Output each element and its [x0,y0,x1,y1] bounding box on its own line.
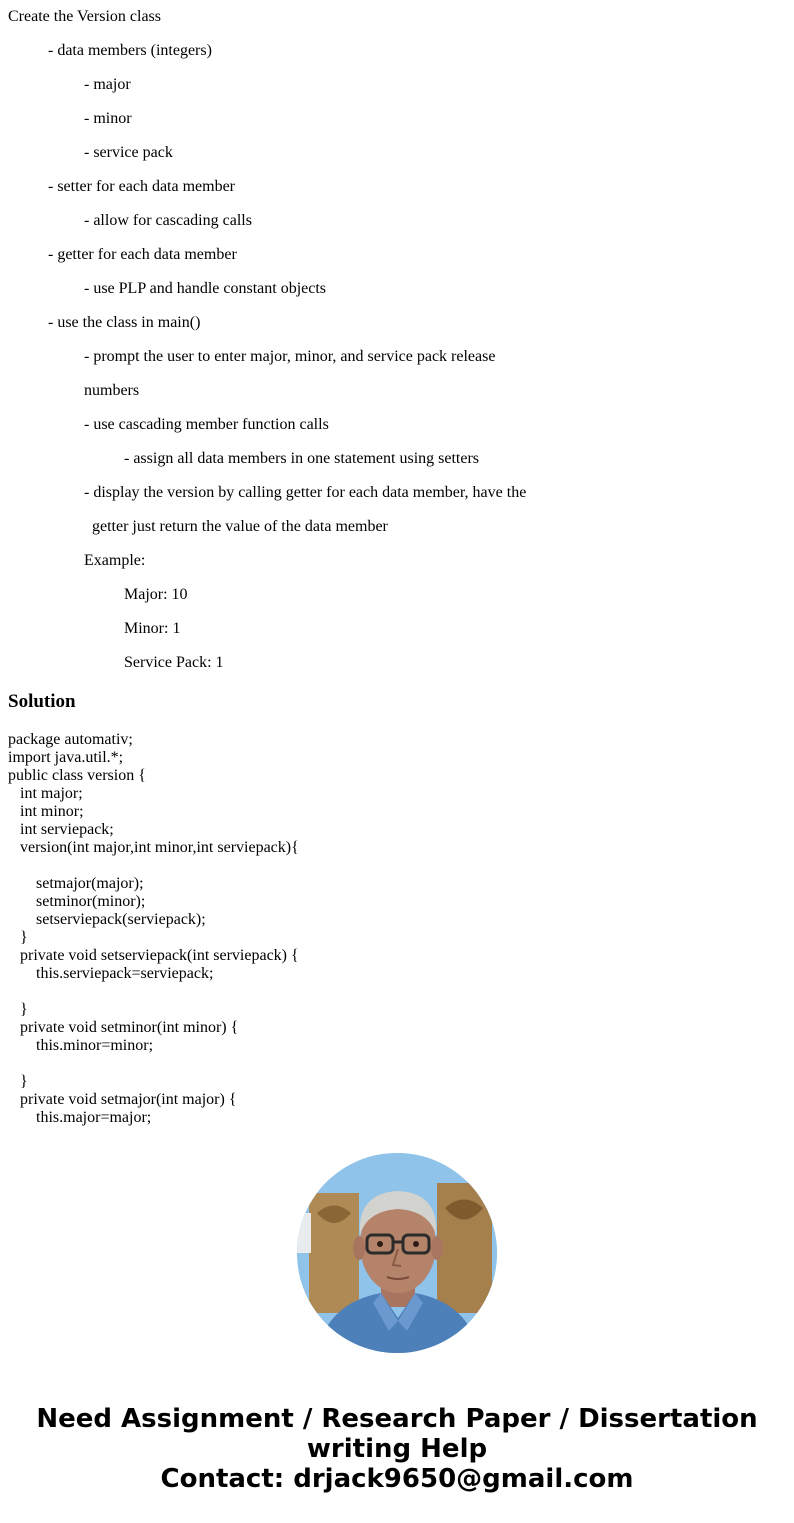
code-line: this.serviepack=serviepack; [8,965,214,982]
question-item: - prompt the user to enter major, minor, and service pack release [84,348,496,365]
code-line [8,1055,299,1073]
code-line: private void setserviepack(int serviepack) { [8,947,299,964]
code-line: import java.util.*; [8,749,124,766]
code-line: this.major=major; [8,1109,152,1126]
footer-contact: Contact: drjack9650@gmail.com [160,1464,634,1494]
code-line: this.minor=minor; [8,1037,154,1054]
example-item: Major: 10 [124,586,188,603]
code-line: private void setmajor(int major) { [8,1091,237,1108]
question-item: - data members (integers) [48,42,212,59]
example-item: Minor: 1 [124,620,181,637]
question-item: - service pack [84,144,173,161]
question-item: numbers [84,382,140,399]
question-item: getter just return the value of the data member [92,518,388,535]
question-item: - setter for each data member [48,178,236,195]
question-title: Create the Version class [8,8,161,25]
footer-line: Need Assignment / Research Paper / Dissertation [36,1404,758,1434]
question-item: - use cascading member function calls [84,416,329,433]
code-line: int major; [8,785,83,802]
question-item: - use PLP and handle constant objects [84,280,327,297]
code-line: } [8,1073,28,1090]
code-line: setserviepack(serviepack); [8,911,206,928]
author-avatar [297,1153,497,1353]
code-line: setmajor(major); [8,875,144,892]
code-line: int serviepack; [8,821,114,838]
example-item: Service Pack: 1 [124,654,224,671]
footer-line: writing Help [306,1434,488,1464]
code-line [8,857,299,875]
question-item: - display the version by calling getter for each data member, have the [84,484,527,501]
question-item: - allow for cascading calls [84,212,252,229]
solution-heading: Solution [8,691,76,712]
question-item: - assign all data members in one statement using setters [124,450,480,467]
code-line: } [8,1001,28,1018]
code-line: public class version { [8,767,146,784]
example-label: Example: [84,552,146,569]
code-line: int minor; [8,803,84,820]
code-line: version(int major,int minor,int serviepack){ [8,839,299,856]
code-block [8,731,299,1127]
code-line: } [8,929,28,946]
question-item: - getter for each data member [48,246,237,263]
code-line [8,983,299,1001]
code-line: setminor(minor); [8,893,146,910]
code-line: private void setminor(int minor) { [8,1019,239,1036]
question-item: - major [84,76,131,93]
question-item: - minor [84,110,132,127]
question-item: - use the class in main() [48,314,201,331]
author-portrait [297,1153,497,1353]
code-line: package automativ; [8,731,133,748]
footer-banner [0,1404,794,1494]
